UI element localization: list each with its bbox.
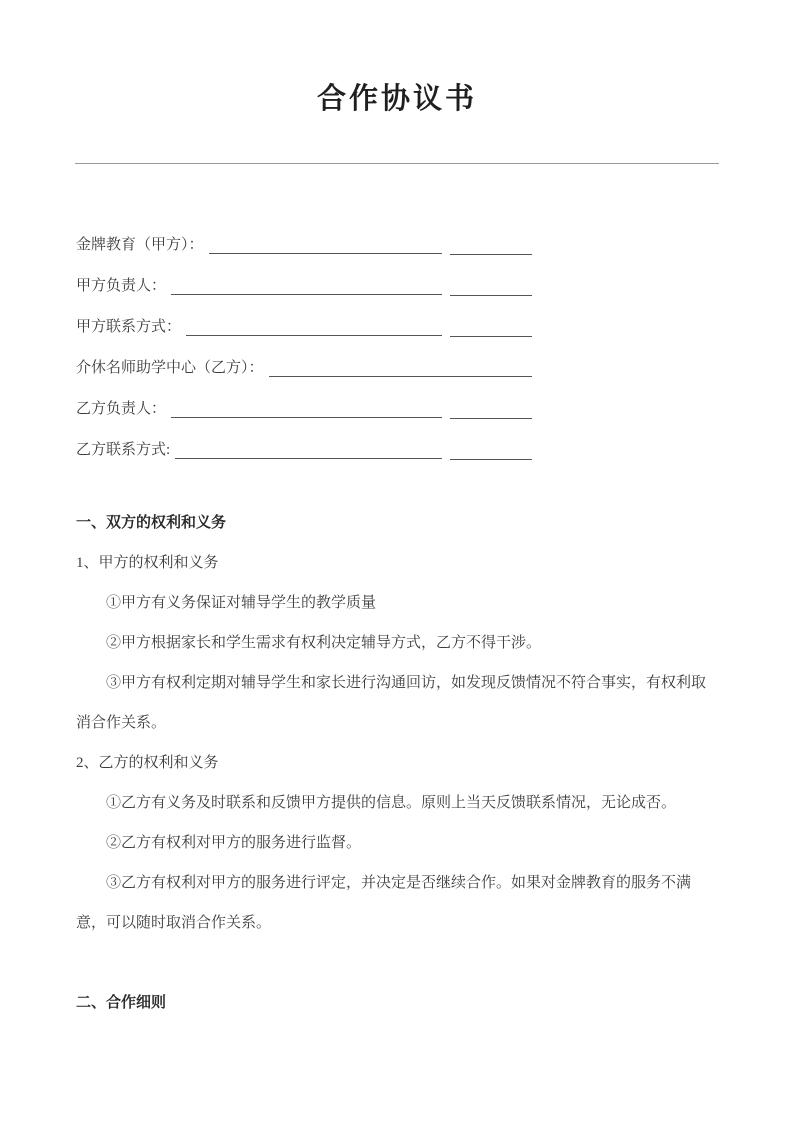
- paragraph: 2、乙方的权利和义务: [76, 755, 219, 771]
- field-underline: [209, 253, 442, 254]
- field-underline-segment: [450, 459, 532, 460]
- field-underline: [269, 376, 532, 377]
- field-row-party-a-contact-person: [76, 269, 532, 295]
- paragraph: ②乙方有权利对甲方的服务进行监督。: [106, 835, 362, 851]
- form-fields: [76, 228, 532, 459]
- field-label: 乙方负责人：: [76, 401, 167, 417]
- section-heading-rights-obligations: 一、双方的权利和义务: [76, 515, 227, 531]
- paragraph: ③乙方有权利对甲方的服务进行评定，并决定是否继续合作。如果对金牌教育的服务不满意，可以随时取消合作关系。: [76, 875, 692, 931]
- paragraph: ②甲方根据家长和学生需求有权利决定辅导方式，乙方不得干涉。: [106, 635, 542, 651]
- field-row-party-b-contact-person: [76, 392, 532, 418]
- field-row-party-a-phone: [76, 310, 532, 336]
- field-underline: [171, 417, 442, 418]
- paragraph: ③甲方有权利定期对辅导学生和家长进行沟通回访，如发现反馈情况不符合事实，有权利取消合作关系。: [76, 675, 707, 731]
- field-label: 乙方联系方式:: [76, 442, 171, 458]
- field-underline-segment: [450, 418, 532, 419]
- field-row-party-b-name: [76, 351, 532, 377]
- title-divider: [75, 163, 719, 164]
- field-label: 金牌教育（甲方）：: [76, 237, 204, 253]
- field-row-party-b-phone: [76, 433, 532, 459]
- field-underline: [175, 458, 442, 459]
- field-label: 甲方联系方式：: [76, 319, 182, 335]
- paragraph: ①甲方有义务保证对辅导学生的教学质量: [106, 595, 377, 611]
- document-body: [76, 503, 720, 1023]
- paragraph: 1、甲方的权利和义务: [76, 555, 219, 571]
- field-underline: [186, 335, 442, 336]
- field-label: 介休名师助学中心（乙方）：: [76, 360, 264, 376]
- field-row-party-a-name: [76, 228, 532, 254]
- field-label: 甲方负责人：: [76, 278, 167, 294]
- field-underline-segment: [450, 254, 532, 255]
- document-title: 合作协议书: [316, 83, 477, 115]
- field-underline-segment: [450, 336, 532, 337]
- paragraph: ①乙方有义务及时联系和反馈甲方提供的信息。原则上当天反馈联系情况，无论成否。: [106, 795, 677, 811]
- field-underline-segment: [450, 295, 532, 296]
- field-underline: [171, 294, 442, 295]
- section-heading-cooperation-details: 二、合作细则: [76, 995, 167, 1011]
